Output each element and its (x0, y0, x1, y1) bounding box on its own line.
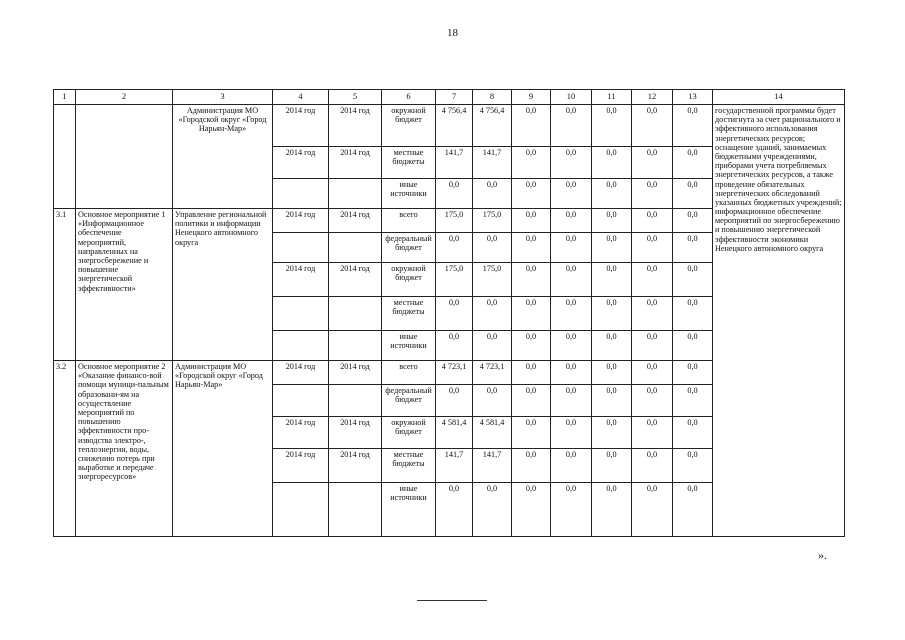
year-value: 0,0 (632, 209, 673, 233)
activity-name-cell: Основное мероприятие 1 «Информационное обеспечение мероприятий, направленных на энергосбережение и повышение энергетической эффективности» (76, 209, 173, 361)
year-value: 0,0 (551, 331, 592, 361)
year-value: 0,0 (632, 105, 673, 147)
year-value: 0,0 (673, 297, 713, 331)
start-year (273, 385, 329, 417)
activity-name-cell (76, 105, 173, 209)
year-value: 0,0 (592, 233, 632, 263)
year-value: 0,0 (551, 179, 592, 209)
funding-source: местные бюджеты (382, 297, 436, 331)
header-cell: 6 (382, 90, 436, 105)
year-value: 0,0 (512, 417, 551, 449)
year-value: 0,0 (632, 297, 673, 331)
year-value: 0,0 (632, 147, 673, 179)
year-value: 141,7 (473, 449, 512, 483)
year-value: 0,0 (512, 105, 551, 147)
year-value: 0,0 (512, 385, 551, 417)
year-value: 0,0 (551, 209, 592, 233)
year-value: 0,0 (592, 449, 632, 483)
header-cell: 14 (713, 90, 845, 105)
year-value: 0,0 (512, 263, 551, 297)
funding-source: иные источники (382, 483, 436, 537)
header-cell: 2 (76, 90, 173, 105)
executor-cell: Администрация МО «Городской округ «Город Нарьян-Мар» (173, 361, 273, 537)
header-cell: 3 (173, 90, 273, 105)
start-year (273, 233, 329, 263)
year-value: 0,0 (632, 483, 673, 537)
year-value: 4 756,4 (473, 105, 512, 147)
year-value: 0,0 (551, 147, 592, 179)
funding-source: местные бюджеты (382, 147, 436, 179)
year-value: 0,0 (473, 385, 512, 417)
page-number: 18 (447, 27, 458, 39)
funding-source: иные источники (382, 179, 436, 209)
executor-cell: Администрация МО «Городской округ «Город Нарьян-Мар» (173, 105, 273, 209)
header-cell: 13 (673, 90, 713, 105)
year-value: 0,0 (673, 361, 713, 385)
program-table (53, 89, 845, 537)
year-value: 0,0 (512, 147, 551, 179)
year-value: 0,0 (512, 331, 551, 361)
end-year (329, 331, 382, 361)
end-year: 2014 год (329, 209, 382, 233)
footer-rule (417, 600, 487, 601)
total-value: 141,7 (436, 147, 473, 179)
expected-results-cell: государственной программы будет достигнута за счет рационального и эффективного использования энергетических ресурсов; оснащение зданий, занимаемых бюджетными учреждениями, приборами учета потребляемых энергетических ресурсов, а также проведение обязательных энергетических обследований указанных бюджетных учреждений; информационное обеспечение мероприятий по энергосбережению и повышению энергетической эффективности экономики Ненецкого автономного округа (713, 105, 845, 537)
end-year (329, 483, 382, 537)
funding-source: федеральный бюджет (382, 385, 436, 417)
year-value: 0,0 (592, 331, 632, 361)
header-cell: 9 (512, 90, 551, 105)
funding-source: окружной бюджет (382, 105, 436, 147)
year-value: 0,0 (632, 331, 673, 361)
year-value: 0,0 (551, 385, 592, 417)
header-cell: 7 (436, 90, 473, 105)
start-year (273, 179, 329, 209)
year-value: 0,0 (592, 179, 632, 209)
start-year (273, 331, 329, 361)
year-value: 0,0 (673, 233, 713, 263)
year-value: 141,7 (473, 147, 512, 179)
header-row (54, 90, 845, 105)
year-value: 0,0 (551, 263, 592, 297)
header-cell: 4 (273, 90, 329, 105)
year-value: 0,0 (592, 297, 632, 331)
funding-source: федеральный бюджет (382, 233, 436, 263)
closing-quote: ». (818, 548, 827, 562)
funding-source: окружной бюджет (382, 417, 436, 449)
year-value: 0,0 (673, 385, 713, 417)
year-value: 0,0 (473, 483, 512, 537)
start-year: 2014 год (273, 105, 329, 147)
year-value: 0,0 (473, 233, 512, 263)
end-year (329, 233, 382, 263)
total-value: 175,0 (436, 263, 473, 297)
end-year (329, 385, 382, 417)
row-number-cell: 3.2 (54, 361, 76, 537)
year-value: 0,0 (512, 233, 551, 263)
start-year: 2014 год (273, 263, 329, 297)
header-cell: 10 (551, 90, 592, 105)
year-value: 0,0 (673, 209, 713, 233)
total-value: 4 756,4 (436, 105, 473, 147)
year-value: 0,0 (632, 417, 673, 449)
year-value: 0,0 (512, 361, 551, 385)
funding-source: иные источники (382, 331, 436, 361)
end-year (329, 179, 382, 209)
total-value: 0,0 (436, 297, 473, 331)
year-value: 0,0 (592, 263, 632, 297)
end-year: 2014 год (329, 361, 382, 385)
year-value: 4 581,4 (473, 417, 512, 449)
year-value: 0,0 (673, 147, 713, 179)
year-value: 0,0 (632, 179, 673, 209)
total-value: 0,0 (436, 179, 473, 209)
end-year: 2014 год (329, 105, 382, 147)
year-value: 0,0 (473, 179, 512, 209)
start-year: 2014 год (273, 449, 329, 483)
year-value: 0,0 (551, 449, 592, 483)
end-year: 2014 год (329, 263, 382, 297)
year-value: 0,0 (673, 179, 713, 209)
table-row (54, 105, 845, 147)
year-value: 0,0 (673, 449, 713, 483)
year-value: 0,0 (512, 483, 551, 537)
year-value: 0,0 (592, 385, 632, 417)
year-value: 0,0 (632, 449, 673, 483)
year-value: 0,0 (673, 331, 713, 361)
activity-name-cell: Основное мероприятие 2 «Оказание финансо-вой помощи муници-пальным образовани-ям на осуществление мероприятий по повышению эффективности про-изводства электро-, теплоэнергии, воды, снижению потерь при выработке и передаче энергоресурсов» (76, 361, 173, 537)
year-value: 0,0 (632, 361, 673, 385)
year-value: 0,0 (592, 483, 632, 537)
year-value: 0,0 (673, 417, 713, 449)
start-year: 2014 год (273, 417, 329, 449)
year-value: 0,0 (473, 331, 512, 361)
header-cell: 11 (592, 90, 632, 105)
total-value: 0,0 (436, 385, 473, 417)
year-value: 0,0 (673, 105, 713, 147)
start-year: 2014 год (273, 147, 329, 179)
year-value: 0,0 (512, 179, 551, 209)
total-value: 4 581,4 (436, 417, 473, 449)
header-cell: 5 (329, 90, 382, 105)
year-value: 0,0 (632, 263, 673, 297)
row-number-cell: 3.1 (54, 209, 76, 361)
year-value: 0,0 (632, 233, 673, 263)
year-value: 0,0 (592, 147, 632, 179)
end-year: 2014 год (329, 449, 382, 483)
total-value: 0,0 (436, 331, 473, 361)
year-value: 0,0 (551, 297, 592, 331)
funding-source: всего (382, 361, 436, 385)
year-value: 0,0 (592, 105, 632, 147)
header-cell: 12 (632, 90, 673, 105)
year-value: 0,0 (592, 361, 632, 385)
total-value: 0,0 (436, 233, 473, 263)
start-year: 2014 год (273, 209, 329, 233)
total-value: 141,7 (436, 449, 473, 483)
year-value: 0,0 (551, 483, 592, 537)
year-value: 0,0 (632, 385, 673, 417)
year-value: 0,0 (512, 449, 551, 483)
funding-source: местные бюджеты (382, 449, 436, 483)
year-value: 0,0 (551, 417, 592, 449)
row-number-cell (54, 105, 76, 209)
year-value: 0,0 (512, 297, 551, 331)
year-value: 0,0 (551, 361, 592, 385)
year-value: 0,0 (551, 105, 592, 147)
total-value: 0,0 (436, 483, 473, 537)
end-year: 2014 год (329, 417, 382, 449)
year-value: 175,0 (473, 209, 512, 233)
total-value: 175,0 (436, 209, 473, 233)
header-cell: 1 (54, 90, 76, 105)
year-value: 175,0 (473, 263, 512, 297)
year-value: 0,0 (512, 209, 551, 233)
start-year (273, 297, 329, 331)
header-cell: 8 (473, 90, 512, 105)
funding-source: окружной бюджет (382, 263, 436, 297)
end-year (329, 297, 382, 331)
year-value: 0,0 (673, 263, 713, 297)
year-value: 4 723,1 (473, 361, 512, 385)
year-value: 0,0 (551, 233, 592, 263)
start-year (273, 483, 329, 537)
end-year: 2014 год (329, 147, 382, 179)
year-value: 0,0 (592, 417, 632, 449)
total-value: 4 723,1 (436, 361, 473, 385)
year-value: 0,0 (473, 297, 512, 331)
funding-source: всего (382, 209, 436, 233)
executor-cell: Управление региональной политики и информации Ненецкого автономного округа (173, 209, 273, 361)
start-year: 2014 год (273, 361, 329, 385)
year-value: 0,0 (592, 209, 632, 233)
year-value: 0,0 (673, 483, 713, 537)
